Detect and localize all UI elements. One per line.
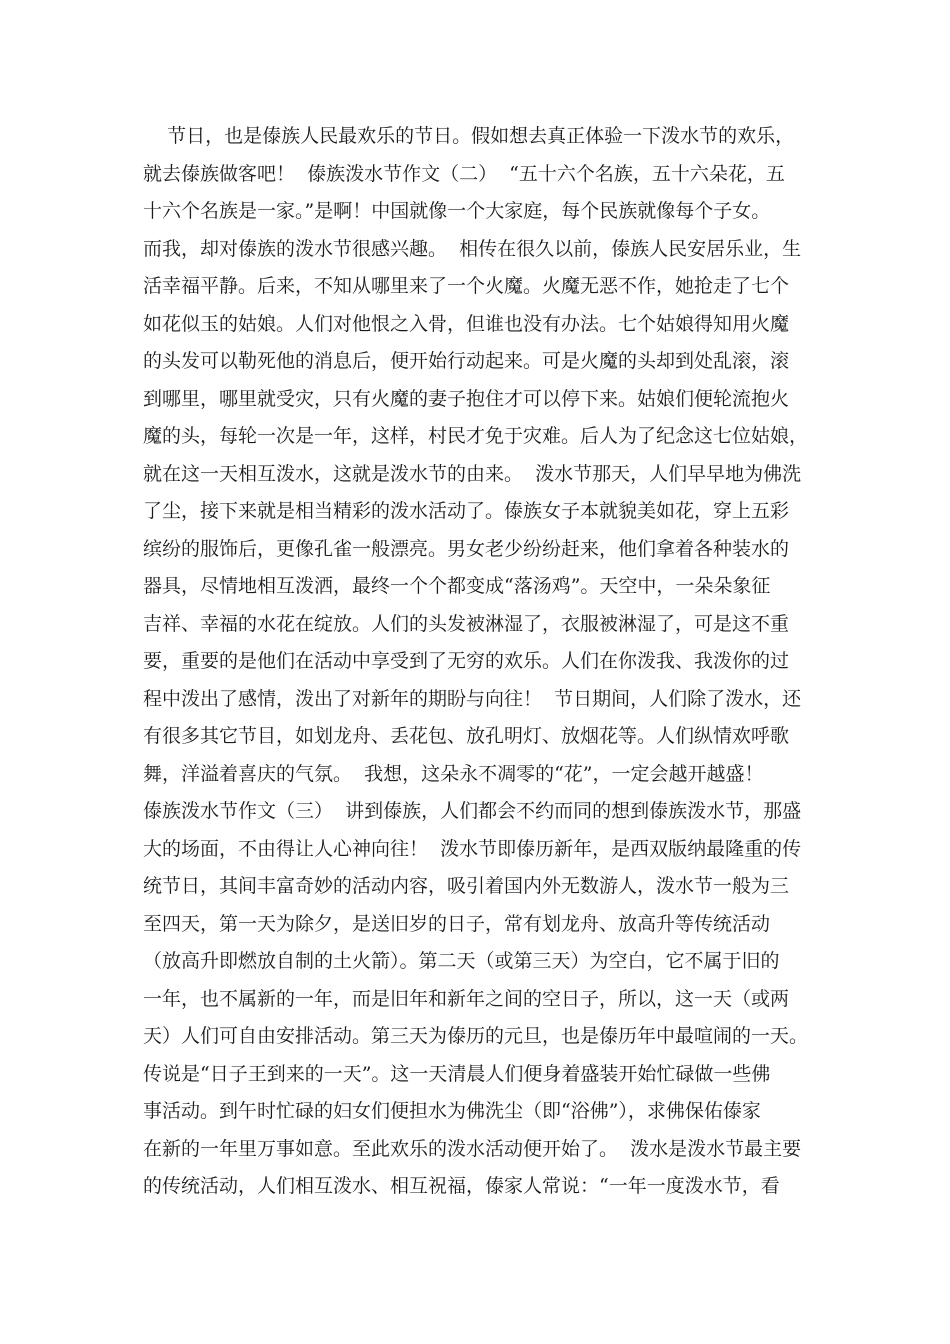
text-line: 一年，也不属新的一年，而是旧年和新年之间的空日子，所以，这一天（或两 [143,987,790,1010]
text-line: 的传统活动，人们相互泼水、相互祝福，傣家人常说：“一年一度泼水节，看 [143,1175,780,1197]
text-line: 事活动。到午时忙碌的妇女们便担水为佛洗尘（即“浴佛”），求佛保佑傣家 [143,1100,761,1122]
text-line: 傣族泼水节作文（三） 讲到傣族，人们都会不约而同的想到傣族泼水节，那盛 [143,800,802,822]
text-line: 魔的头，每轮一次是一年，这样，村民才免于灾难。后人为了纪念这七位姑娘， [143,425,809,447]
text-line: 器具，尽情地相互泼洒，最终一个个都变成“落汤鸡”。天空中，一朵朵象征 [143,575,771,597]
text-line: 有很多其它节目，如划龙舟、丢花包、放孔明灯、放烟花等。人们纵情欢呼歌 [143,725,790,747]
text-line: 就去傣族做客吧！ 傣族泼水节作文（二） “五十六个名族，五十六朵花，五 [143,162,785,185]
text-line: 天）人们可自由安排活动。第三天为傣历的元旦，也是傣历年中最喧闹的一天。 [143,1025,809,1047]
text-line: 大的场面，不由得让人心神向往！ 泼水节即傣历新年，是西双版纳最隆重的传 [143,837,802,860]
text-line: 程中泼出了感情，泼出了对新年的期盼与向往！ 节日期间，人们除了泼水，还 [143,687,802,710]
text-line: 了尘，接下来就是相当精彩的泼水活动了。傣族女子本就貌美如花，穿上五彩 [143,500,790,522]
text-line: （放高升即燃放自制的土火箭）。第二天（或第三天）为空白，它不属于旧的 [143,950,780,972]
text-line: 活幸福平静。后来，不知从哪里来了一个火魔。火魔无恶不作，她抢走了七个 [143,275,790,297]
body-text [143,118,813,1206]
text-line: 要，重要的是他们在活动中享受到了无穷的欢乐。人们在你泼我、我泼你的过 [143,650,790,672]
text-line: 至四天，第一天为除夕，是送旧岁的日子，常有划龙舟、放高升等传统活动 [143,912,771,935]
text-line: 而我，却对傣族的泼水节很感兴趣。 相传在很久以前，傣族人民安居乐业，生 [143,237,802,260]
text-line: 到哪里，哪里就受灾，只有火魔的妻子抱住才可以停下来。姑娘们便轮流抱火 [143,387,790,410]
text-line: 舞，洋溢着喜庆的气氛。 我想，这朵永不凋零的“花”，一定会越开越盛！ [143,762,764,785]
text-line: 的头发可以勒死他的消息后，便开始行动起来。可是火魔的头却到处乱滚，滚 [143,350,790,372]
text-line: 传说是“日子王到来的一天”。这一天清晨人们便身着盛装开始忙碌做一些佛 [143,1062,771,1085]
text-line: 十六个名族是一家。”是啊！中国就像一个大家庭，每个民族就像每个子女。 [143,200,771,222]
text-line: 统节日，其间丰富奇妙的活动内容，吸引着国内外无数游人，泼水节一般为三 [143,875,790,897]
text-line: 在新的一年里万事如意。至此欢乐的泼水活动便开始了。 泼水是泼水节最主要 [143,1137,802,1160]
text-line: 缤纷的服饰后，更像孔雀一般漂亮。男女老少纷纷赶来，他们拿着各种装水的 [143,537,790,560]
text-line: 节日，也是傣族人民最欢乐的节日。假如想去真正体验一下泼水节的欢乐， [143,125,795,147]
text-line: 如花似玉的姑娘。人们对他恨之入骨，但谁也没有办法。七个姑娘得知用火魔 [143,312,790,335]
text-line: 就在这一天相互泼水，这就是泼水节的由来。 泼水节那天，人们早早地为佛洗 [143,462,802,485]
text-line: 吉祥、幸福的水花在绽放。人们的头发被淋湿了，衣服被淋湿了，可是这不重 [143,612,790,635]
